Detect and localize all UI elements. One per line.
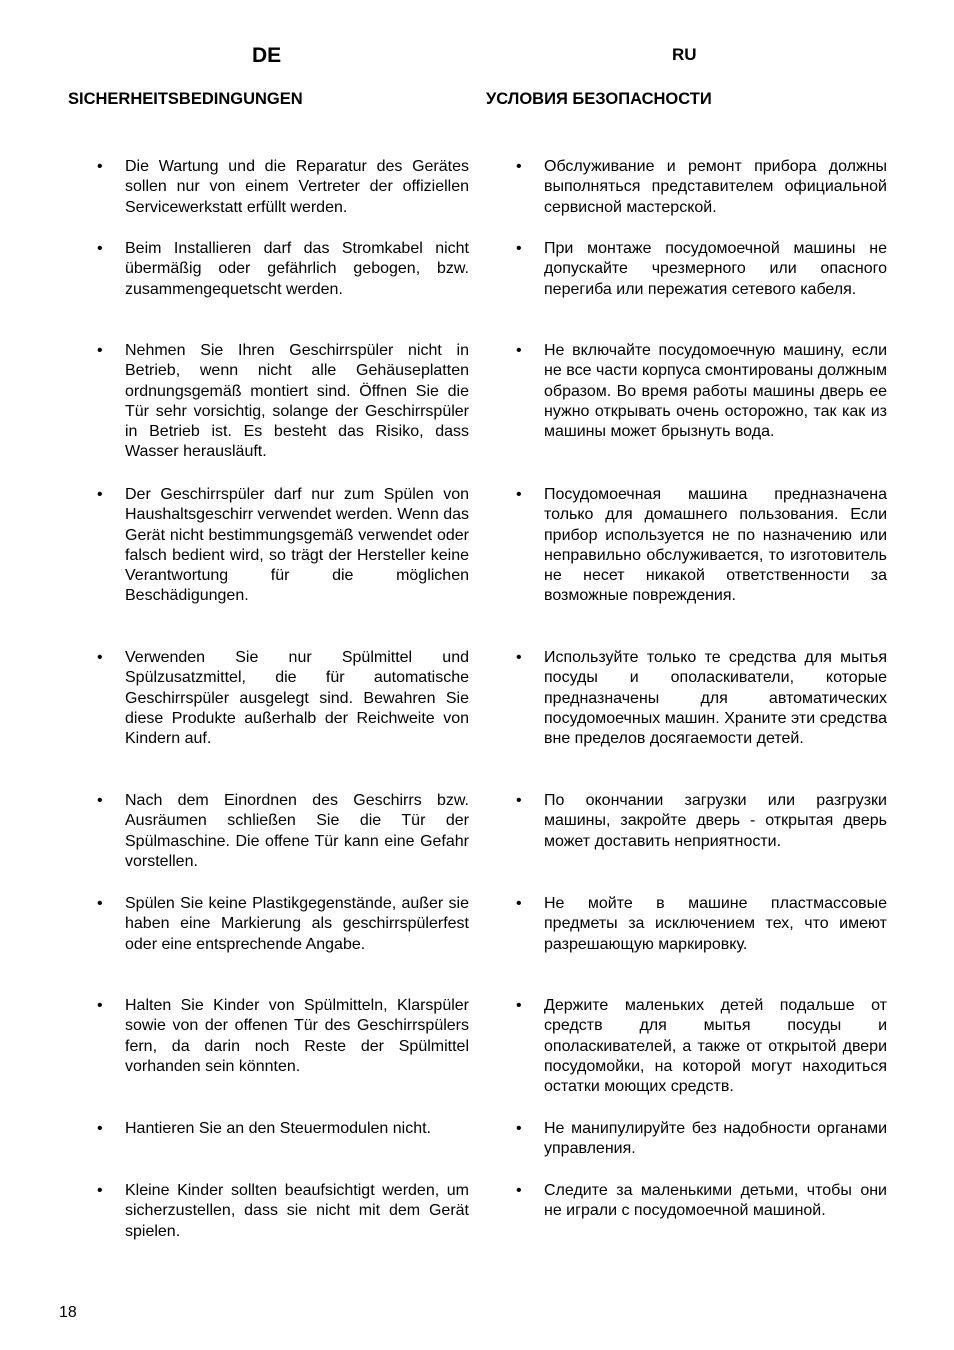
bullet: • bbox=[97, 792, 103, 809]
bullet: • bbox=[97, 342, 103, 359]
bullet: • bbox=[97, 895, 103, 912]
bullet: • bbox=[516, 792, 522, 809]
ru-item-text: Держите маленьких детей подальше от средств для мытья посуды и ополаскивателей, а также от открытой двери посудомойки, на которой могут находиться остатки моющих средств. bbox=[544, 997, 887, 1096]
bullet: • bbox=[97, 1120, 103, 1137]
de-item-text: Halten Sie Kinder von Spülmitteln, Klarspüler sowie von der offenen Tür des Geschirrspülers fern, da darin noch Reste der Spülmittel vorhanden sein könnten. bbox=[125, 997, 469, 1075]
ru-item-text: Обслуживание и ремонт прибора должны выполняться представителем официальной сервисной мастерской. bbox=[544, 158, 887, 216]
ru-list-item bbox=[516, 485, 887, 607]
ru-list-item bbox=[516, 894, 887, 955]
de-item-text: Nach dem Einordnen des Geschirrs bzw. Ausräumen schließen Sie die Tür der Spülmaschine. Die offene Tür kann eine Gefahr vorstellen. bbox=[125, 792, 469, 870]
de-list-item bbox=[97, 1119, 469, 1139]
de-item-text: Verwenden Sie nur Spülmittel und Spülzusatzmittel, die für automatische Geschirrspüler ausgelegt sind. Bewahren Sie diese Produkte außerhalb der Reichweite von Kindern auf. bbox=[125, 649, 469, 748]
de-list-item bbox=[97, 648, 469, 749]
bullet: • bbox=[516, 342, 522, 359]
ru-item-text: Посудомоечная машина предназначена только для домашнего пользования. Если прибор используется не по назначению или неправильно обслуживается, то изготовитель не несет никакой ответственности за возможные повреждения. bbox=[544, 486, 887, 605]
ru-item-text: Следите за маленькими детьми, чтобы они не играли с посудомоечной машиной. bbox=[544, 1182, 887, 1220]
bullet: • bbox=[97, 1182, 103, 1199]
de-list-item bbox=[97, 996, 469, 1077]
bullet: • bbox=[516, 158, 522, 175]
de-item-text: Hantieren Sie an den Steuermodulen nicht. bbox=[125, 1120, 431, 1137]
ru-list-item bbox=[516, 648, 887, 749]
de-item-text: Der Geschirrspüler darf nur zum Spülen von Haushaltsgeschirr verwendet werden. Wenn das Gerät nicht bestimmungsgemäß verwendet oder falsch bedient wird, so trägt der Hersteller keine Verantwortung für die möglichen Beschädigungen. bbox=[125, 486, 469, 605]
bullet: • bbox=[97, 649, 103, 666]
de-list-item bbox=[97, 894, 469, 955]
de-item-text: Die Wartung und die Reparatur des Gerätes sollen nur von einem Vertreter der offiziellen Servicewerkstatt erfüllt werden. bbox=[125, 158, 469, 216]
ru-list-item bbox=[516, 996, 887, 1097]
bullet: • bbox=[516, 649, 522, 666]
de-item-text: Spülen Sie keine Plastikgegenstände, außer sie haben eine Markierung als geschirrspülerfest oder eine entsprechende Angabe. bbox=[125, 895, 469, 953]
ru-item-text: По окончании загрузки или разгрузки машины, закройте дверь - открытая дверь может доставить неприятности. bbox=[544, 792, 887, 850]
bullet: • bbox=[516, 1120, 522, 1137]
bullet: • bbox=[97, 486, 103, 503]
bullet: • bbox=[97, 997, 103, 1014]
de-list-item bbox=[97, 157, 469, 218]
de-item-text: Nehmen Sie Ihren Geschirrspüler nicht in Betrieb, wenn nicht alle Gehäuseplatten ordnungsgemäß montiert sind. Öffnen Sie die Tür sehr vorsichtig, solange der Geschirrspüler in Betrieb ist. Es besteht das Risiko, dass Wasser herausläuft. bbox=[125, 342, 469, 461]
ru-item-text: Не включайте посудомоечную машину, если не все части корпуса смонтированы должным образом. Во время работы машины дверь ее нужно открывать очень осторожно, так как из машины может брызнуть вода. bbox=[544, 342, 887, 441]
de-list-item bbox=[97, 1181, 469, 1242]
bullet: • bbox=[97, 240, 103, 257]
bullet: • bbox=[516, 1182, 522, 1199]
de-item-text: Kleine Kinder sollten beaufsichtigt werden, um sicherzustellen, dass sie nicht mit dem Gerät spielen. bbox=[125, 1182, 469, 1240]
bullet: • bbox=[516, 240, 522, 257]
page-number: 18 bbox=[59, 1304, 77, 1321]
language-label-ru: RU bbox=[672, 45, 697, 64]
ru-list-item bbox=[516, 1119, 887, 1160]
ru-item-text: Используйте только те средства для мытья посуды и ополаскиватели, которые предназначены для автоматических посудомоечных машин. Храните эти средства вне пределов досягаемости детей. bbox=[544, 649, 887, 748]
ru-list-item bbox=[516, 157, 887, 218]
de-list-item bbox=[97, 239, 469, 300]
bullet: • bbox=[516, 895, 522, 912]
de-list-item bbox=[97, 485, 469, 607]
bullet: • bbox=[516, 486, 522, 503]
bullet: • bbox=[97, 158, 103, 175]
ru-list-item bbox=[516, 791, 887, 852]
de-list-item bbox=[97, 791, 469, 872]
de-list-item bbox=[97, 341, 469, 463]
section-heading-ru: УСЛОВИЯ БЕЗОПАСНОСТИ bbox=[486, 90, 712, 108]
ru-item-text: Не манипулируйте без надобности органами управления. bbox=[544, 1120, 887, 1158]
ru-list-item bbox=[516, 239, 887, 300]
section-heading-de: SICHERHEITSBEDINGUNGEN bbox=[68, 90, 303, 108]
ru-item-text: При монтаже посудомоечной машины не допускайте чрезмерного или опасного перегиба или пережатия сетевого кабеля. bbox=[544, 240, 887, 298]
language-label-de: DE bbox=[252, 44, 282, 67]
ru-item-text: Не мойте в машине пластмассовые предметы за исключением тех, что имеют разрешающую маркировку. bbox=[544, 895, 887, 953]
ru-list-item bbox=[516, 341, 887, 442]
de-item-text: Beim Installieren darf das Stromkabel nicht übermäßig oder gefährlich gebogen, bzw. zusammengequetscht werden. bbox=[125, 240, 469, 298]
ru-list-item bbox=[516, 1181, 887, 1222]
bullet: • bbox=[516, 997, 522, 1014]
